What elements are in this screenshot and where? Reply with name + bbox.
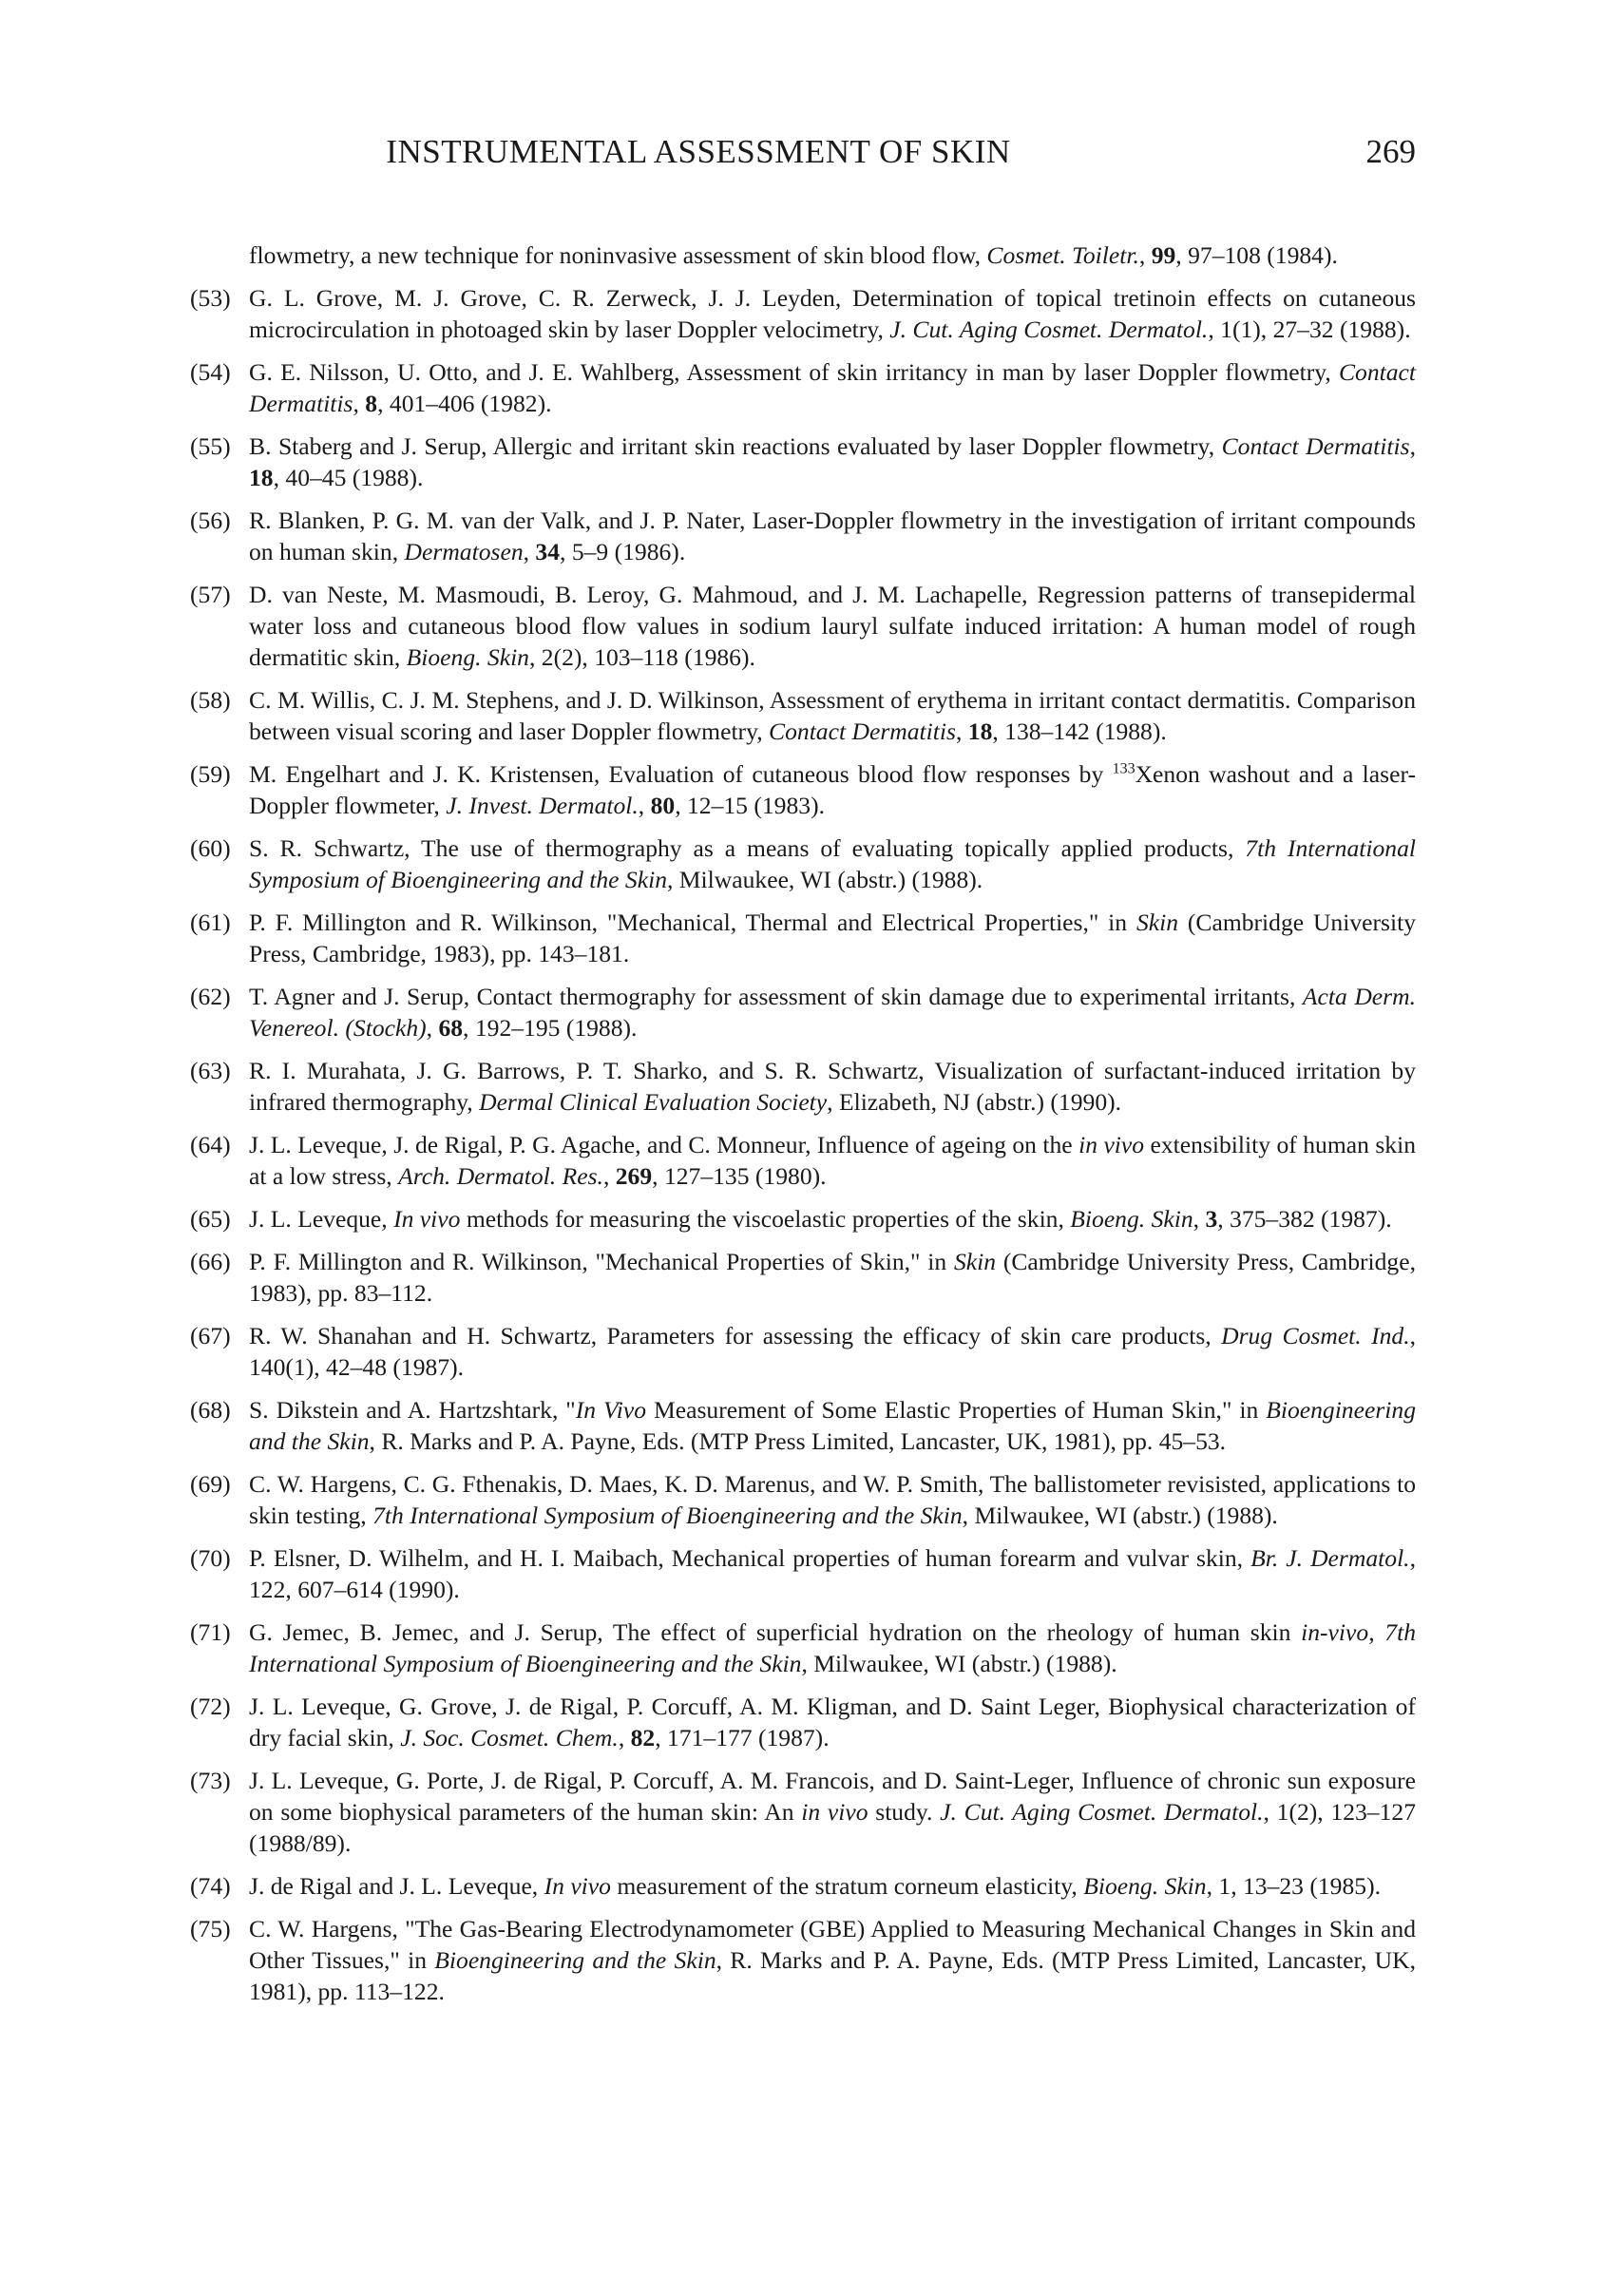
reference-item	[190, 684, 1416, 747]
reference-item	[190, 505, 1416, 567]
reference-segment: Dermatosen	[404, 538, 524, 565]
reference-item	[190, 758, 1416, 821]
reference-segment: 269	[615, 1162, 653, 1190]
reference-segment: T. Agner and J. Serup, Contact thermography for assessment of skin damage due to experimental irritants,	[249, 983, 1303, 1010]
reference-segment: G. L. Grove, M. J. Grove, C. R. Zerweck, J. J. Leyden, Determination of topical tretinoin effects on cutaneous microcirculation in photoaged skin by laser Doppler velocimetry,	[249, 284, 1416, 343]
reference-list	[190, 239, 1416, 2019]
reference-segment: G. Jemec, B. Jemec, and J. Serup, The effect of superficial hydration on the rheology of human skin	[249, 1618, 1302, 1646]
reference-segment: , 401–406 (1982).	[377, 390, 552, 417]
reference-segment: Dermal Clinical Evaluation Society	[479, 1088, 828, 1116]
reference-item	[190, 1691, 1416, 1753]
reference-number: (59)	[190, 760, 231, 788]
reference-text	[249, 505, 1416, 567]
reference-text	[249, 239, 1416, 271]
reference-text	[249, 758, 1416, 821]
reference-segment: R. I. Murahata, J. G. Barrows, P. T. Sharko, and S. R. Schwartz, Visualization of surfactant-induced irritation by infrared thermography,	[249, 1057, 1416, 1116]
reference-segment: ,	[523, 538, 536, 565]
reference-segment: in vivo	[801, 1798, 868, 1826]
reference-text	[249, 1320, 1416, 1383]
reference-segment: , Milwaukee, WI (abstr.) (1988).	[667, 866, 983, 893]
reference-segment: 82	[630, 1724, 656, 1751]
reference-segment: ,	[638, 792, 651, 819]
reference-item	[190, 1320, 1416, 1383]
reference-segment: extensibility of human skin at a low stress,	[249, 1131, 1416, 1190]
reference-segment: R. Blanken, P. G. M. van der Valk, and J. P. Nater, Laser-Doppler flowmetry in the investigation of irritant compounds on human skin,	[249, 507, 1416, 565]
reference-number: (70)	[190, 1544, 231, 1572]
reference-segment: , 138–142 (1988).	[992, 718, 1167, 745]
reference-segment: , 122, 607–614 (1990).	[249, 1544, 1416, 1603]
reference-segment: Bioeng. Skin	[406, 643, 529, 671]
reference-number: (66)	[190, 1248, 231, 1275]
reference-segment: ,	[1409, 432, 1416, 460]
reference-segment: Drug Cosmet. Ind.	[1221, 1322, 1410, 1349]
reference-text	[249, 1468, 1416, 1531]
reference-item	[190, 1913, 1416, 2007]
reference-item	[190, 282, 1416, 345]
reference-item	[190, 1203, 1416, 1234]
reference-item	[190, 1468, 1416, 1531]
reference-segment: methods for measuring the viscoelastic properties of the skin,	[460, 1205, 1071, 1233]
reference-segment: 7th International Symposium of Bioengineering and the Skin	[372, 1502, 963, 1529]
reference-number: (63)	[190, 1057, 231, 1084]
reference-segment: C. W. Hargens, C. G. Fthenakis, D. Maes, K. D. Marenus, and W. P. Smith, The ballistometer revisisted, applications to skin testing,	[249, 1470, 1416, 1529]
reference-segment: flowmetry, a new technique for noninvasive assessment of skin blood flow,	[249, 241, 987, 269]
reference-item	[190, 1055, 1416, 1118]
reference-segment: , 192–195 (1988).	[463, 1014, 638, 1042]
reference-number: (75)	[190, 1915, 231, 1942]
reference-segment: , 40–45 (1988).	[273, 464, 424, 491]
reference-segment: , R. Marks and P. A. Payne, Eds. (MTP Press Limited, Lancaster, UK, 1981), pp. 113–122.	[249, 1946, 1416, 2005]
reference-item	[190, 1246, 1416, 1309]
reference-segment: 68	[438, 1014, 464, 1042]
reference-item	[190, 1765, 1416, 1859]
reference-item	[190, 239, 1416, 271]
reference-segment: S. Dikstein and A. Hartzshtark, "	[249, 1396, 576, 1424]
reference-text	[249, 579, 1416, 673]
reference-segment: 133	[1112, 760, 1135, 777]
reference-segment: ,	[353, 390, 366, 417]
reference-segment: S. R. Schwartz, The use of thermography as a means of evaluating topically applied products,	[249, 834, 1246, 862]
reference-segment: J. de Rigal and J. L. Leveque,	[249, 1872, 544, 1900]
reference-text	[249, 981, 1416, 1043]
reference-segment: D. van Neste, M. Masmoudi, B. Leroy, G. Mahmoud, and J. M. Lachapelle, Regression patterns of transepidermal water loss and cutaneous blood flow values in sodium lauryl sulfate induced irritation: A human model of rough dermatitic skin,	[249, 581, 1416, 671]
reference-segment: In vivo	[544, 1872, 611, 1900]
reference-text	[249, 1055, 1416, 1118]
reference-item	[190, 907, 1416, 969]
reference-number: (57)	[190, 581, 231, 608]
reference-segment: G. E. Nilsson, U. Otto, and J. E. Wahlberg, Assessment of skin irritancy in man by laser Doppler flowmetry,	[249, 358, 1339, 386]
reference-segment: J. Cut. Aging Cosmet. Dermatol.	[940, 1798, 1264, 1826]
reference-segment: 7th International Symposium of Bioengineering and the Skin	[249, 1618, 1417, 1677]
reference-text	[249, 282, 1416, 345]
reference-segment: , 1(2), 123–127 (1988/89).	[249, 1798, 1416, 1857]
reference-number: (58)	[190, 686, 231, 714]
reference-segment: M. Engelhart and J. K. Kristensen, Evaluation of cutaneous blood flow responses by	[249, 760, 1113, 788]
reference-segment: J. Cut. Aging Cosmet. Dermatol.	[889, 316, 1209, 343]
reference-segment: 18	[967, 718, 993, 745]
reference-segment: In vivo	[393, 1205, 461, 1233]
reference-text	[249, 684, 1416, 747]
reference-segment: Bioengineering and the Skin	[249, 1396, 1416, 1455]
reference-segment: R. W. Shanahan and H. Schwartz, Parameters for assessing the efficacy of skin care products,	[249, 1322, 1222, 1349]
reference-segment: Arch. Dermatol. Res.	[398, 1162, 603, 1190]
reference-segment: ,	[618, 1724, 631, 1751]
reference-number: (69)	[190, 1470, 231, 1498]
reference-item	[190, 1129, 1416, 1192]
reference-segment: , Milwaukee, WI (abstr.) (1988).	[801, 1650, 1117, 1677]
reference-number: (74)	[190, 1872, 231, 1900]
reference-segment: Br. J. Dermatol.	[1250, 1544, 1410, 1572]
reference-segment: B. Staberg and J. Serup, Allergic and irritant skin reactions evaluated by laser Doppler flowmetry,	[249, 432, 1222, 460]
reference-segment: , 97–108 (1984).	[1175, 241, 1338, 269]
reference-segment: Acta Derm. Venereol. (Stockh)	[249, 983, 1417, 1042]
reference-number: (67)	[190, 1322, 231, 1349]
reference-segment: P. F. Millington and R. Wilkinson, "Mechanical, Thermal and Electrical Properties," in	[249, 909, 1136, 936]
reference-text	[249, 1913, 1416, 2007]
reference-number: (53)	[190, 284, 231, 312]
reference-segment: J. Soc. Cosmet. Chem.	[400, 1724, 619, 1751]
reference-item	[190, 832, 1416, 895]
reference-number: (68)	[190, 1396, 231, 1424]
reference-segment: C. M. Willis, C. J. M. Stephens, and J. D. Wilkinson, Assessment of erythema in irritant contact dermatitis. Comparison between visual scoring and laser Doppler flowmetry,	[249, 686, 1416, 745]
reference-segment: , 2(2), 103–118 (1986).	[528, 643, 755, 671]
reference-segment: ,	[602, 1162, 616, 1190]
reference-text	[249, 356, 1416, 419]
reference-number: (55)	[190, 432, 231, 460]
reference-number: (64)	[190, 1131, 231, 1158]
reference-segment: , Milwaukee, WI (abstr.) (1988).	[962, 1502, 1278, 1529]
reference-text	[249, 1691, 1416, 1753]
reference-item	[190, 579, 1416, 673]
reference-segment: Contact Dermatitis	[249, 358, 1416, 417]
reference-segment: , 1, 13–23 (1985).	[1206, 1872, 1381, 1900]
reference-segment: , 127–135 (1980).	[652, 1162, 827, 1190]
reference-segment: in-vivo	[1301, 1618, 1369, 1646]
reference-text	[249, 1129, 1416, 1192]
reference-segment: study.	[868, 1798, 941, 1826]
reference-segment: J. L. Leveque,	[249, 1205, 394, 1233]
reference-segment: (Cambridge University Press, Cambridge, 1983), pp. 143–181.	[249, 909, 1416, 967]
reference-number: (54)	[190, 358, 231, 386]
reference-number: (60)	[190, 834, 231, 862]
reference-segment: , 12–15 (1983).	[675, 792, 825, 819]
reference-segment: P. F. Millington and R. Wilkinson, "Mechanical Properties of Skin," in	[249, 1248, 954, 1275]
reference-segment: Bioeng. Skin	[1070, 1205, 1193, 1233]
reference-text	[249, 1765, 1416, 1859]
reference-segment: , 375–382 (1987).	[1217, 1205, 1392, 1233]
reference-segment: Skin	[1135, 909, 1179, 936]
reference-text	[249, 430, 1416, 493]
reference-text	[249, 907, 1416, 969]
reference-segment: 34	[535, 538, 561, 565]
reference-segment: 3	[1205, 1205, 1218, 1233]
reference-segment: J. L. Leveque, G. Porte, J. de Rigal, P. Corcuff, A. M. Francois, and D. Saint-Leger, Influence of chronic sun exposure on some biophysical parameters of the human skin: An	[249, 1767, 1416, 1826]
reference-text	[249, 1542, 1416, 1605]
reference-text	[249, 1394, 1416, 1457]
reference-segment: measurement of the stratum corneum elasticity,	[610, 1872, 1084, 1900]
reference-segment: J. Invest. Dermatol.	[446, 792, 639, 819]
reference-segment: ,	[426, 1014, 439, 1042]
reference-segment: In Vivo	[575, 1396, 647, 1424]
reference-segment: 18	[249, 464, 274, 491]
reference-segment: 8	[365, 390, 378, 417]
reference-segment: Bioeng. Skin	[1083, 1872, 1207, 1900]
reference-segment: , 171–177 (1987).	[655, 1724, 830, 1751]
reference-number: (71)	[190, 1618, 231, 1646]
reference-segment: Skin	[953, 1248, 997, 1275]
reference-segment: , R. Marks and P. A. Payne, Eds. (MTP Press Limited, Lancaster, UK, 1981), pp. 45–53.	[369, 1427, 1227, 1455]
reference-item	[190, 1542, 1416, 1605]
reference-segment: Bioengineering and the Skin	[434, 1946, 716, 1974]
reference-segment: 80	[650, 792, 676, 819]
reference-segment: Xenon washout and a laser-Doppler flowmeter,	[249, 760, 1416, 819]
reference-segment: ,	[1138, 241, 1152, 269]
reference-segment: ,	[955, 718, 968, 745]
reference-number: (72)	[190, 1693, 231, 1720]
reference-text	[249, 832, 1416, 895]
reference-segment: P. Elsner, D. Wilhelm, and H. I. Maibach, Mechanical properties of human forearm and vulvar skin,	[249, 1544, 1251, 1572]
reference-number: (56)	[190, 507, 231, 534]
reference-item	[190, 356, 1416, 419]
reference-segment: , 1(1), 27–32 (1988).	[1208, 316, 1411, 343]
reference-segment: (Cambridge University Press, Cambridge, 1983), pp. 83–112.	[249, 1248, 1416, 1307]
reference-segment: C. W. Hargens, "The Gas-Bearing Electrodynamometer (GBE) Applied to Measuring Mechanical Changes in Skin and Other Tissues," in	[249, 1915, 1416, 1974]
reference-item	[190, 981, 1416, 1043]
reference-segment: J. L. Leveque, J. de Rigal, P. G. Agache, and C. Monneur, Influence of ageing on the	[249, 1131, 1079, 1158]
page-number: 269	[1365, 133, 1416, 170]
reference-segment: 99	[1151, 241, 1176, 269]
reference-text	[249, 1203, 1416, 1234]
reference-segment: 7th International Symposium of Bioengineering and the Skin	[249, 834, 1416, 893]
reference-text	[249, 1246, 1416, 1309]
reference-segment: ,	[1193, 1205, 1206, 1233]
reference-segment: Cosmet. Toiletr.	[986, 241, 1139, 269]
page-header	[190, 133, 1416, 181]
reference-segment: in vivo	[1078, 1131, 1145, 1158]
reference-segment: Contact Dermatitis	[1221, 432, 1410, 460]
reference-number: (62)	[190, 983, 231, 1010]
reference-item	[190, 1394, 1416, 1457]
reference-item	[190, 1617, 1416, 1679]
reference-segment: ,	[1368, 1618, 1385, 1646]
reference-text	[249, 1870, 1416, 1902]
reference-segment: Measurement of Some Elastic Properties of Human Skin," in	[646, 1396, 1267, 1424]
reference-number: (61)	[190, 909, 231, 936]
reference-number: (73)	[190, 1767, 231, 1794]
reference-segment: J. L. Leveque, G. Grove, J. de Rigal, P. Corcuff, A. M. Kligman, and D. Saint Leger, Biophysical characterization of dry facial skin,	[249, 1693, 1416, 1751]
reference-text	[249, 1617, 1416, 1679]
running-title: INSTRUMENTAL ASSESSMENT OF SKIN	[386, 133, 1011, 170]
reference-item	[190, 430, 1416, 493]
reference-segment: , Elizabeth, NJ (abstr.) (1990).	[827, 1088, 1122, 1116]
reference-segment: , 140(1), 42–48 (1987).	[249, 1322, 1417, 1381]
reference-item	[190, 1870, 1416, 1902]
reference-segment: Contact Dermatitis	[769, 718, 956, 745]
reference-number: (65)	[190, 1205, 231, 1233]
reference-segment: , 5–9 (1986).	[560, 538, 686, 565]
